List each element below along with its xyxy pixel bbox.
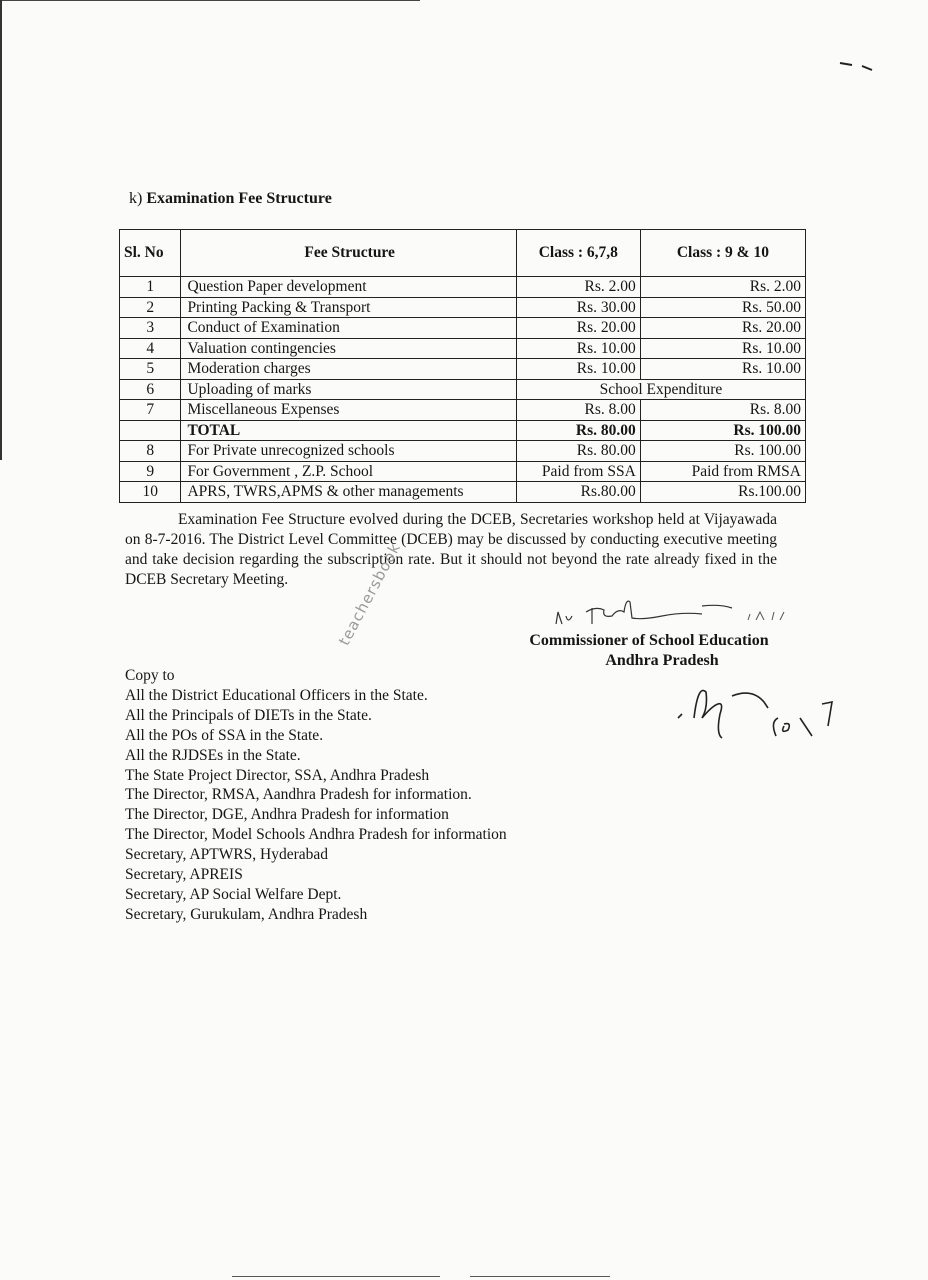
cell-name: Printing Packing & Transport bbox=[181, 297, 516, 318]
header-class-6-7-8: Class : 6,7,8 bbox=[516, 230, 640, 277]
cell-sl: 6 bbox=[120, 379, 181, 400]
cell-class-a: Rs. 2.00 bbox=[516, 277, 640, 298]
body-paragraph: Examination Fee Structure evolved during the DCEB, Secretaries workshop held at Vijayawada on 8-7-2016. The District Level Committee (DCEB) may be discussed by conducting executive meeting and take decision regarding the subscription rate. But it should not beyond the rate already fixed in the DCEB Secretary Meeting. bbox=[125, 511, 777, 588]
cell-class-a: Rs. 8.00 bbox=[516, 400, 640, 421]
cell-sl: 1 bbox=[120, 277, 181, 298]
copy-to-label: Copy to bbox=[125, 667, 175, 684]
cell-sl: 10 bbox=[120, 482, 181, 503]
cell-class-b: Rs. 10.00 bbox=[640, 338, 805, 359]
scan-edge-bottom bbox=[470, 1276, 610, 1277]
header-class-9-10: Class : 9 & 10 bbox=[640, 230, 805, 277]
cell-class-b: Rs.100.00 bbox=[640, 482, 805, 503]
list-item: Secretary, APREIS bbox=[125, 866, 243, 884]
table-row-total bbox=[120, 420, 806, 441]
cell-class-a: Rs. 80.00 bbox=[516, 420, 640, 441]
cell-sl: 4 bbox=[120, 338, 181, 359]
signatory-state: Andhra Pradesh bbox=[605, 652, 719, 669]
signatory-title: Commissioner of School Education bbox=[529, 632, 769, 649]
cell-name: Moderation charges bbox=[181, 359, 516, 380]
cell-class-b: Rs. 20.00 bbox=[640, 318, 805, 339]
scan-edge-top bbox=[0, 0, 420, 1]
cell-name: APRS, TWRS,APMS & other managements bbox=[181, 482, 516, 503]
table-row bbox=[120, 338, 806, 359]
cell-name: Miscellaneous Expenses bbox=[181, 400, 516, 421]
cell-sl: 8 bbox=[120, 441, 181, 462]
list-item: Secretary, AP Social Welfare Dept. bbox=[125, 885, 342, 903]
cell-class-b: Rs. 2.00 bbox=[640, 277, 805, 298]
list-item: The Director, DGE, Andhra Pradesh for information bbox=[125, 806, 449, 824]
list-item: All the POs of SSA in the State. bbox=[125, 726, 324, 744]
header-sl: Sl. No bbox=[120, 230, 181, 277]
table-row bbox=[120, 482, 806, 503]
table-row bbox=[120, 461, 806, 482]
table-row bbox=[120, 318, 806, 339]
cell-class-b: Paid from RMSA bbox=[640, 461, 805, 482]
cell-class-a: Rs. 80.00 bbox=[516, 441, 640, 462]
cell-name: Uploading of marks bbox=[181, 379, 516, 400]
table-row bbox=[120, 441, 806, 462]
section-heading bbox=[129, 190, 332, 208]
list-item: All the District Educational Officers in the State. bbox=[125, 686, 428, 704]
cell-name: Question Paper development bbox=[181, 277, 516, 298]
table-row bbox=[120, 379, 806, 400]
copy-to-list bbox=[125, 666, 507, 925]
cell-name: Conduct of Examination bbox=[181, 318, 516, 339]
cell-name: For Private unrecognized schools bbox=[181, 441, 516, 462]
cell-class-b: Rs. 100.00 bbox=[640, 420, 805, 441]
list-item: The Director, RMSA, Aandhra Pradesh for information. bbox=[125, 786, 472, 804]
cell-sl: 2 bbox=[120, 297, 181, 318]
signatory-block bbox=[518, 631, 780, 671]
table-row bbox=[120, 400, 806, 421]
cell-sl bbox=[120, 420, 181, 441]
cell-class-b: Rs. 8.00 bbox=[640, 400, 805, 421]
cell-name: TOTAL bbox=[181, 420, 516, 441]
list-item: Secretary, APTWRS, Hyderabad bbox=[125, 846, 329, 864]
cell-merged-school-expenditure: School Expenditure bbox=[516, 379, 805, 400]
cell-class-a: Rs. 20.00 bbox=[516, 318, 640, 339]
table-row bbox=[120, 277, 806, 298]
watermark-text: teachersbook bbox=[335, 539, 405, 649]
cell-sl: 3 bbox=[120, 318, 181, 339]
cell-sl: 5 bbox=[120, 359, 181, 380]
section-prefix: k) bbox=[129, 190, 143, 207]
list-item: All the RJDSEs in the State. bbox=[125, 746, 301, 764]
table-row bbox=[120, 297, 806, 318]
fee-table bbox=[119, 229, 806, 503]
cell-class-b: Rs. 10.00 bbox=[640, 359, 805, 380]
cell-class-a: Paid from SSA bbox=[516, 461, 640, 482]
cell-name: Valuation contingencies bbox=[181, 338, 516, 359]
list-item: The State Project Director, SSA, Andhra Pradesh bbox=[125, 766, 430, 784]
cell-sl: 9 bbox=[120, 461, 181, 482]
section-title: Examination Fee Structure bbox=[146, 190, 332, 207]
cell-class-b: Rs. 50.00 bbox=[640, 297, 805, 318]
handwritten-signature bbox=[672, 678, 842, 748]
cell-sl: 7 bbox=[120, 400, 181, 421]
cell-class-b: Rs. 100.00 bbox=[640, 441, 805, 462]
pen-mark bbox=[838, 60, 876, 72]
initials-scribble bbox=[552, 594, 792, 630]
list-item: The Director, Model Schools Andhra Pradesh for information bbox=[125, 826, 507, 844]
scan-edge-bottom bbox=[232, 1276, 440, 1277]
table-header-row bbox=[120, 230, 806, 277]
cell-class-a: Rs. 10.00 bbox=[516, 338, 640, 359]
cell-name: For Government , Z.P. School bbox=[181, 461, 516, 482]
table-row bbox=[120, 359, 806, 380]
scan-edge-left bbox=[0, 0, 2, 460]
cell-class-a: Rs.80.00 bbox=[516, 482, 640, 503]
header-fee-structure: Fee Structure bbox=[181, 230, 516, 277]
list-item: Secretary, Gurukulam, Andhra Pradesh bbox=[125, 905, 368, 923]
list-item: All the Principals of DIETs in the State. bbox=[125, 706, 372, 724]
cell-class-a: Rs. 10.00 bbox=[516, 359, 640, 380]
cell-class-a: Rs. 30.00 bbox=[516, 297, 640, 318]
